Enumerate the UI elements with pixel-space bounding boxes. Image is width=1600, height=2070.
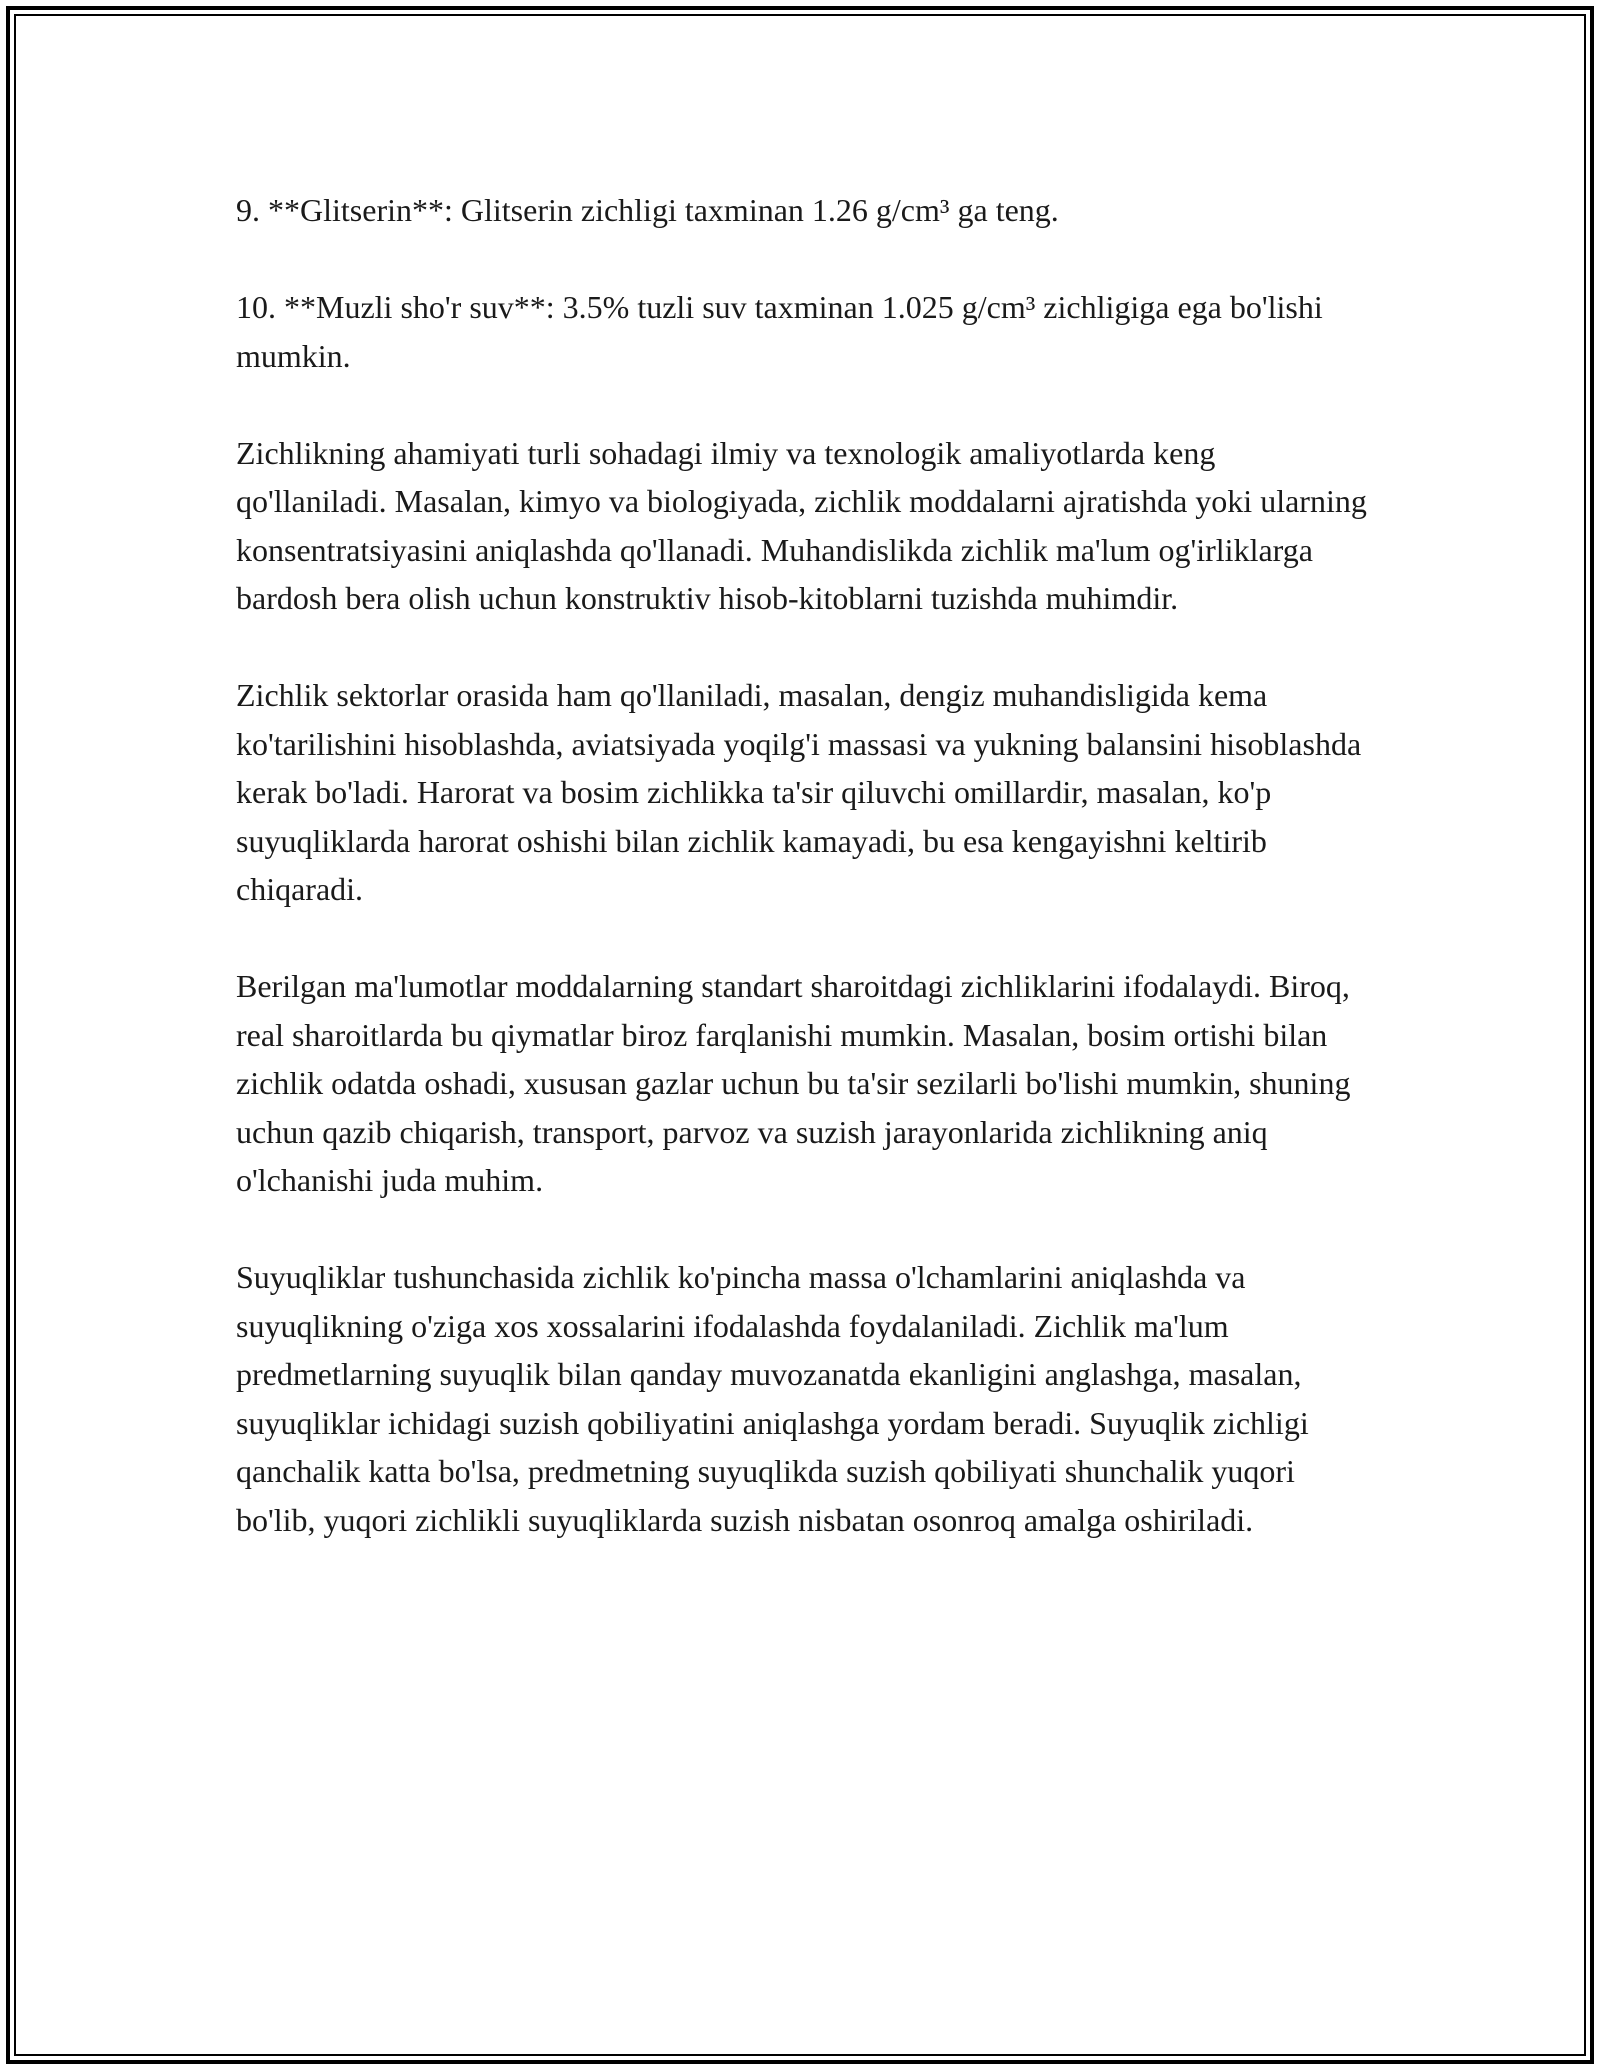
paragraph-ahamiyati: Zichlikning ahamiyati turli sohadagi ilmiy va texnologik amaliyotlarda keng qo'llaniladi. Masalan, kimyo va biologiyada, zichlik moddalarni ajratishda yoki ularning konsentratsiyasini aniqlashda qo'llanadi. Muhandislikda zichlik ma'lum og'irliklarga bardosh bera olish uchun konstruktiv hisob-kitoblarni tuzishda muhimdir. — [236, 434, 1367, 616]
paragraph-standart-sharoit: Berilgan ma'lumotlar moddalarning standart sharoitdagi zichliklarini ifodalaydi. Biroq, real sharoitlarda bu qiymatlar biroz farqlanishi mumkin. Masalan, bosim ortishi bilan zichlik odatda oshadi, xususan gazlar uchun bu ta'sir sezilarli bo'lishi mumkin, shuning uchun qazib chiqarish, transport, parvoz va suzish jarayonlarida zichlikning aniq o'lchanishi juda muhim. — [236, 968, 1351, 1198]
list-item-muzli-shor-suv: 10. **Muzli sho'r suv**: 3.5% tuzli suv taxminan 1.025 g/cm³ zichligiga ega bo'lishi mumkin. — [236, 289, 1323, 374]
paragraph-sektorlar: Zichlik sektorlar orasida ham qo'llaniladi, masalan, dengiz muhandisligida kema ko'tarilishini hisoblashda, aviatsiyada yoqilg'i massasi va yukning balansini hisoblashda kerak bo'ladi. Harorat va bosim zichlikka ta'sir qiluvchi omillardir, masalan, ko'p suyuqliklarda harorat oshishi bilan zichlik kamayadi, bu esa kengayishni keltirib chiqaradi. — [236, 677, 1362, 907]
document-body — [236, 186, 1370, 1593]
paragraph-suyuqliklar: Suyuqliklar tushunchasida zichlik ko'pincha massa o'lchamlarini aniqlashda va suyuqlikning o'ziga xos xossalarini ifodalashda foydalaniladi. Zichlik ma'lum predmetlarning suyuqlik bilan qanday muvozanatda ekanligini anglashga, masalan, suyuqliklar ichidagi suzish qobiliyatini aniqlashga yordam beradi. Suyuqlik zichligi qanchalik katta bo'lsa, predmetning suyuqlikda suzish qobiliyati shunchalik yuqori bo'lib, yuqori zichlikli suyuqliklarda suzish nisbatan osonroq amalga oshiriladi. — [236, 1259, 1309, 1538]
list-item-glitserin: 9. **Glitserin**: Glitserin zichligi taxminan 1.26 g/cm³ ga teng. — [236, 192, 1059, 228]
